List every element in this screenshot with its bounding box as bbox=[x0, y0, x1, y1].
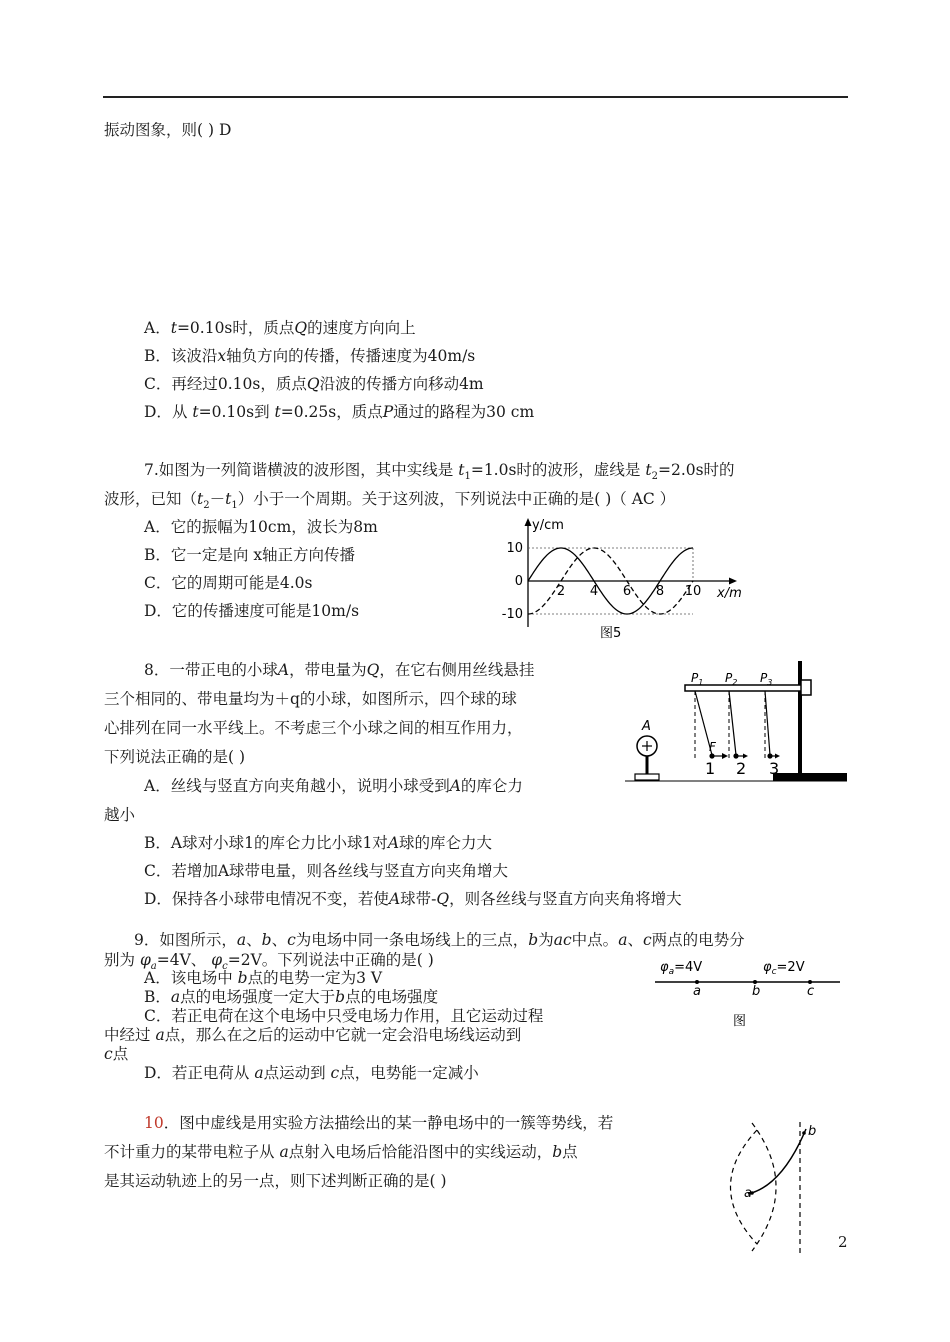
header-rule bbox=[103, 96, 848, 98]
header-text: 振动图象，则( ) D bbox=[104, 121, 232, 139]
page-number: 2 bbox=[838, 1233, 848, 1251]
ball-3 bbox=[767, 753, 772, 758]
q8-option-c: C．若增加A球带电量，则各丝线与竖直方向夹角增大 bbox=[144, 862, 509, 880]
label-ball-2: 2 bbox=[736, 759, 747, 778]
y-tick-label: 0 bbox=[514, 574, 523, 589]
q8-line4: 下列说法正确的是( ) bbox=[104, 748, 246, 766]
figure-caption: 图 bbox=[733, 1014, 747, 1029]
y-tick-label: 10 bbox=[506, 541, 523, 556]
q6-option-a: A．t=0.10s时，质点Q的速度方向向上 bbox=[144, 319, 416, 337]
y-axis-label: y/cm bbox=[532, 518, 564, 533]
x-tick-label: 10 bbox=[684, 584, 702, 599]
q7-option-b: B．它一定是向 x轴正方向传播 bbox=[144, 546, 356, 564]
x-axis-label: x/m bbox=[717, 586, 742, 601]
thread-3 bbox=[765, 691, 770, 755]
q10-line1: 10．图中虚线是用实验方法描绘出的某一静电场中的一簇等势线，若 bbox=[144, 1114, 614, 1132]
label-p3: $P_3$ bbox=[760, 671, 773, 687]
label-ball-3: 3 bbox=[769, 759, 780, 778]
wave-chart bbox=[495, 515, 755, 645]
q10-line2: 不计重力的某带电粒子从 a点射入电场后恰能沿图中的实线运动，b点 bbox=[104, 1143, 578, 1161]
label-a: A bbox=[642, 719, 651, 734]
x-tick-label: 2 bbox=[556, 584, 566, 599]
q9-option-c: C．若正电荷在这个电场中只受电场力作用，且它运动过程 bbox=[144, 1007, 544, 1025]
q8-option-a-cont: 越小 bbox=[104, 806, 136, 824]
q8-option-b: B．A球对小球1的库仑力比小球1对A球的库仑力大 bbox=[144, 834, 493, 852]
coulomb-apparatus-figure bbox=[625, 657, 847, 787]
point-b bbox=[802, 1131, 806, 1135]
label-b: b bbox=[752, 984, 761, 999]
label-p2: $P_2$ bbox=[725, 671, 738, 687]
x-tick-label: 6 bbox=[622, 584, 632, 599]
q9-line1: 9．如图所示，a、b、c为电场中同一条电场线上的三点，b为ac中点。a、c两点的电势分 bbox=[134, 931, 745, 949]
q9-option-c-cont: 中经过 a点，那么在之后的运动中它就一定会沿电场线运动到 bbox=[104, 1026, 522, 1044]
label-a: a bbox=[744, 1186, 752, 1201]
q6-option-d: D．从 t=0.10s到 t=0.25s，质点P通过的路程为30 cm bbox=[144, 403, 535, 421]
label-c: c bbox=[807, 984, 815, 999]
q7-line2: 波形，已知$(t_2-t_1)$小于一个周期。关于这列波，下列说法中正确的是( )（ AC ） bbox=[104, 490, 676, 512]
q8-option-a: A．丝线与竖直方向夹角越小，说明小球受到A的库仑力 bbox=[144, 777, 523, 795]
q9-option-b: B．a点的电场强度一定大于b点的电场强度 bbox=[144, 988, 439, 1006]
x-axis-arrow bbox=[729, 578, 737, 585]
q9-option-c-cont2: c点 bbox=[104, 1045, 129, 1063]
label-a: a bbox=[693, 984, 701, 999]
ball-1 bbox=[709, 753, 714, 758]
q9-option-d: D．若正电荷从 a点运动到 c点，电势能一定减小 bbox=[144, 1064, 479, 1082]
label-ball-1: 1 bbox=[705, 759, 716, 778]
q8-line1: 8．一带正电的小球A，带电量为Q，在它右侧用丝线悬挂 bbox=[144, 661, 535, 679]
ball-2 bbox=[733, 753, 738, 758]
q7-option-a: A．它的振幅为10cm，波长为8m bbox=[144, 518, 378, 536]
q9-option-a: A．该电场中 b点的电势一定为3 V bbox=[144, 969, 383, 987]
q7-option-d: D．它的传播速度可能是10m/s bbox=[144, 602, 360, 620]
y-tick-label: -10 bbox=[501, 607, 523, 622]
equipotential-figure bbox=[722, 1120, 832, 1255]
q10-line3: 是其运动轨迹上的另一点，则下述判断正确的是( ) bbox=[104, 1172, 447, 1190]
q6-option-b: B．该波沿x轴负方向的传播，传播速度为40m/s bbox=[144, 347, 476, 365]
q9-line2: 别为 $\varphi_a=4V$、 $\varphi_c=2V$。下列说法中正确的是( ) bbox=[104, 951, 434, 973]
label-b: b bbox=[808, 1124, 817, 1139]
trajectory bbox=[748, 1129, 806, 1194]
clamp bbox=[801, 680, 811, 695]
q8-line2: 三个相同的、带电量均为＋q的小球，如图所示，四个球的球 bbox=[104, 690, 517, 708]
label-f: F bbox=[709, 740, 716, 754]
figure-caption: 图5 bbox=[600, 626, 622, 641]
label-p1: $P_1$ bbox=[691, 671, 704, 687]
stand-base bbox=[773, 773, 847, 781]
x-tick-label: 8 bbox=[655, 584, 665, 599]
q7-line1: 7.如图为一列简谐横波的波形图，其中实线是 $t_1=1.0s$时的波形，虚线是 $t_2=2.0s$时的 bbox=[144, 461, 735, 483]
field-line-figure bbox=[655, 955, 845, 1035]
q8-line3: 心排列在同一水平线上。不考虑三个小球之间的相互作用力， bbox=[104, 719, 523, 737]
ball-a-base bbox=[635, 774, 659, 780]
x-tick-label: 4 bbox=[589, 584, 599, 599]
q7-option-c: C．它的周期可能是4.0s bbox=[144, 574, 313, 592]
phi-c-label: $\varphi_c=2V$ bbox=[763, 960, 805, 977]
phi-a-label: $\varphi_a=4V$ bbox=[660, 960, 703, 977]
y-axis-arrow bbox=[525, 518, 532, 526]
q8-option-d: D．保持各小球带电情况不变，若使A球带-Q，则各丝线与竖直方向夹角将增大 bbox=[144, 890, 682, 908]
thread-2 bbox=[729, 691, 736, 755]
q6-option-c: C．再经过0.10s，质点Q沿波的传播方向移动4m bbox=[144, 375, 484, 393]
